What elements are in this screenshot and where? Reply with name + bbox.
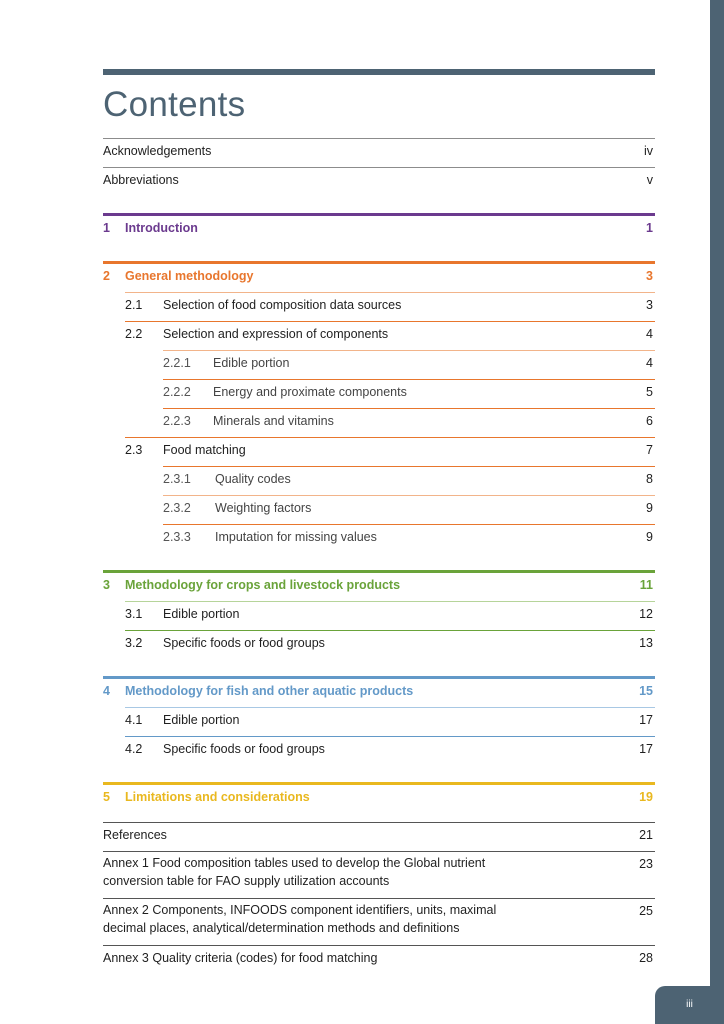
section-number: 3.2 [125,636,143,650]
chapter-page: 11 [639,578,653,592]
section-title: Edible portion [163,607,240,621]
section-number: 2.3 [125,443,143,457]
chapter-page: 19 [639,790,653,804]
subsection-number: 2.2.3 [163,414,191,428]
chapter-title: Limitations and considerations [125,790,310,804]
chapter-number: 2 [103,269,110,283]
subsection-page: 4 [646,356,653,370]
subsection-number: 2.2.2 [163,385,191,399]
section-page: 17 [639,742,653,756]
subsection-number: 2.2.1 [163,356,191,370]
toc-chapter-2[interactable] [103,261,655,292]
chapter-page: 3 [646,269,653,283]
subsection-page: 9 [646,501,653,515]
chapter-number: 5 [103,790,110,804]
toc-chapter-5[interactable] [103,782,655,813]
side-edge-strip [710,0,724,1024]
toc-entry-label: Annex 3 Quality criteria (codes) for food matching [103,951,378,965]
section-number: 3.1 [125,607,143,621]
section-title: Selection of food composition data sources [163,298,402,312]
subsection-number: 2.3.1 [163,472,191,486]
section-title: Selection and expression of components [163,327,389,341]
page-number-tab [655,986,724,1024]
toc-section-2-3[interactable] [125,437,655,466]
toc-entry-annex-2[interactable] [103,898,655,945]
section-title: Specific foods or food groups [163,742,325,756]
chapter-title: Methodology for fish and other aquatic products [125,684,414,698]
section-title: Food matching [163,443,246,457]
toc-section-4-2[interactable] [125,736,655,765]
toc-section-3-1[interactable] [125,601,655,630]
subsection-title: Energy and proximate components [213,385,407,399]
section-page: 4 [646,327,653,341]
subsection-title: Imputation for missing values [215,530,377,544]
toc-subsection-2-3-2[interactable] [163,495,655,524]
toc-section-2-2[interactable] [125,321,655,350]
section-number: 2.2 [125,327,143,341]
toc-entry-abbreviations[interactable] [103,167,655,196]
toc-entry-label: Acknowledgements [103,144,212,158]
toc-subsection-2-2-3[interactable] [163,408,655,437]
page-number: iii [686,999,693,1010]
toc-entry-page: 25 [639,904,653,918]
section-number: 4.1 [125,713,143,727]
toc-entry-annex-1[interactable] [103,851,655,898]
chapter-title: Introduction [125,221,198,235]
subsection-title: Quality codes [215,472,291,486]
subsection-number: 2.3.3 [163,530,191,544]
chapter-title: General methodology [125,269,254,283]
toc-subsection-2-2-2[interactable] [163,379,655,408]
subsection-title: Edible portion [213,356,290,370]
section-title: Edible portion [163,713,240,727]
chapter-page: 1 [646,221,653,235]
chapter-number: 1 [103,221,110,235]
section-page: 7 [646,443,653,457]
section-page: 12 [639,607,653,621]
subsection-title: Minerals and vitamins [213,414,334,428]
toc-entry-acknowledgements[interactable] [103,138,655,167]
toc-entry-page: v [646,173,653,187]
chapter-title: Methodology for crops and livestock products [125,578,401,592]
section-number: 2.1 [125,298,143,312]
toc-entry-label: References [103,828,167,842]
toc-entry-page: 28 [639,951,653,965]
title-rule [103,69,655,75]
toc-entry-page: iv [643,144,653,158]
chapter-number: 4 [103,684,110,698]
table-of-contents [103,69,655,974]
section-page: 13 [639,636,653,650]
toc-entry-references[interactable] [103,822,655,851]
toc-entry-page: 23 [639,857,653,871]
chapter-page: 15 [639,684,653,698]
subsection-page: 5 [646,385,653,399]
subsection-page: 9 [646,530,653,544]
subsection-page: 8 [646,472,653,486]
subsection-title: Weighting factors [215,501,312,515]
chapter-number: 3 [103,578,110,592]
toc-section-2-1[interactable] [125,292,655,321]
section-title: Specific foods or food groups [163,636,325,650]
toc-subsection-2-3-1[interactable] [163,466,655,495]
section-page: 3 [646,298,653,312]
toc-section-4-1[interactable] [125,707,655,736]
toc-entry-page: 21 [639,828,653,842]
toc-entry-label: Abbreviations [103,173,179,187]
section-number: 4.2 [125,742,143,756]
toc-chapter-4[interactable] [103,676,655,707]
toc-subsection-2-3-3[interactable] [163,524,655,553]
toc-entry-annex-3[interactable] [103,945,655,974]
section-page: 17 [639,713,653,727]
toc-entry-label: Annex 1 Food composition tables used to develop the Global nutrient conversion table for FAO supply utilization accounts [103,856,486,888]
subsection-page: 6 [646,414,653,428]
toc-section-3-2[interactable] [125,630,655,659]
toc-subsection-2-2-1[interactable] [163,350,655,379]
toc-entry-label: Annex 2 Components, INFOODS component identifiers, units, maximal decimal places, analytical/determination methods and definitions [103,903,497,935]
toc-chapter-3[interactable] [103,570,655,601]
subsection-number: 2.3.2 [163,501,191,515]
toc-chapter-1[interactable] [103,213,655,244]
page-title: Contents [103,85,246,124]
